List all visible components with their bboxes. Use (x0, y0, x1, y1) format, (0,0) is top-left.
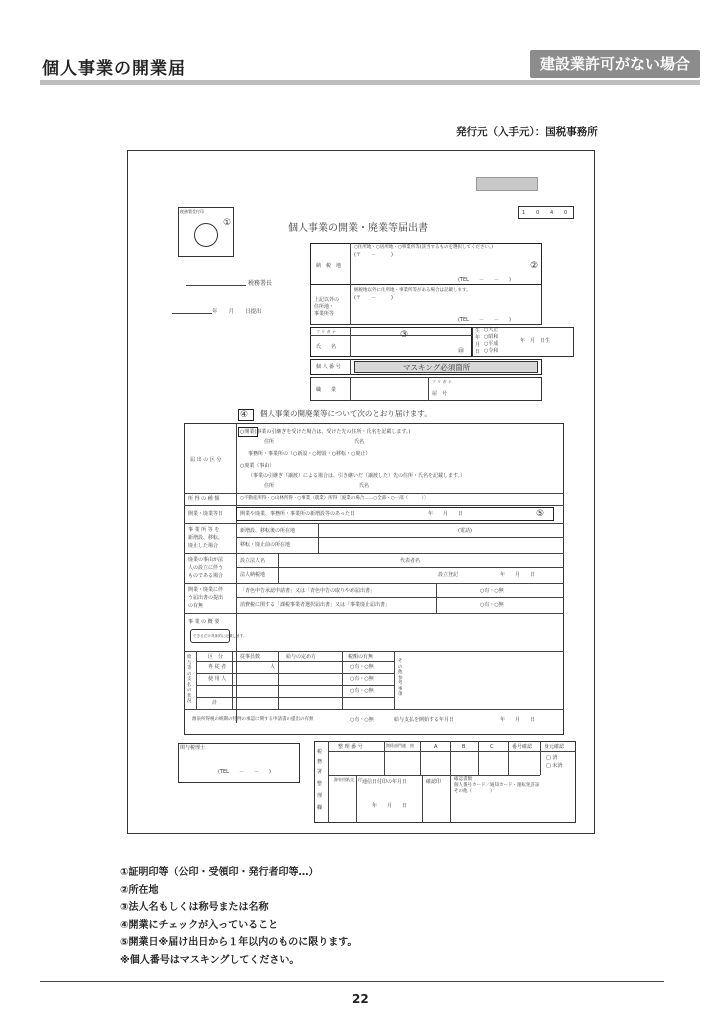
birth-date: 年 月 日生 (520, 338, 551, 344)
salary-header: 区 分 (208, 654, 224, 660)
my-number-divider (350, 359, 351, 375)
note-item: ②所在地 (120, 884, 159, 896)
other-tel: (TEL － － ) (458, 317, 511, 323)
filing-row: 消費税に関する「課税事業者選択届出書」又は「事業廃止届出書」 (240, 602, 391, 608)
row-line (184, 505, 564, 506)
postal-mark: (〒 － ) (354, 252, 393, 258)
col-line (540, 741, 541, 775)
category-line: ○廃業（事由） (240, 463, 275, 469)
salary-start-date: 年 月 日 (500, 717, 536, 723)
business-note-box (190, 629, 247, 643)
date-desc: 開業や廃業、事務所・事業所の新増設等のあった日 (240, 511, 355, 517)
office-use-char: 欄 (317, 805, 323, 811)
other-address-label: 上記以外の (314, 297, 340, 303)
category-line: 住所 氏名 (264, 483, 370, 489)
salary-header: 税額の有無 (348, 654, 374, 660)
birth-label-char: 年 (475, 335, 481, 341)
col-line (508, 741, 509, 775)
check-done: □ 済 (546, 755, 558, 761)
row-line (236, 597, 564, 598)
row-line (184, 613, 564, 614)
category-line: （事業の引継ぎ（譲渡）による場合は、引き継いだ（譲渡した）先の住所・氏名を記載します。） (248, 473, 466, 479)
date-value: 年 月 日 (428, 511, 464, 517)
office-change-label: 新増設、移転、 (188, 535, 224, 541)
filing-yes-no: ○有・○無 (480, 602, 504, 608)
office-use-char: 署 (317, 769, 323, 775)
my-number-label: 個 人 番 号 (316, 364, 341, 370)
address-options: ○住所地・○居所地・○事業所等(該当するものを選択してください。) (354, 245, 494, 250)
salary-start-label: 給与支払を開始する年月日 (394, 717, 455, 723)
office-change-tel: (電話) (458, 528, 472, 534)
furigana-label: フ リ ガ ナ (316, 329, 336, 334)
category-label: 届 出 の 区 分 (190, 457, 222, 463)
office-row: その他（ ） (454, 789, 495, 794)
agent-tel: (TEL － － ) (218, 769, 271, 775)
tax-place-divider (350, 243, 351, 285)
submitted-date: 年 月 日提出 (212, 309, 262, 315)
salary-yes-no: ○有・○無 (350, 676, 374, 682)
row-line (184, 709, 564, 710)
income-label: 所 得 の 種 類 (188, 496, 220, 502)
row-line (184, 523, 564, 524)
row-line (328, 775, 540, 776)
code-digit: 0 (536, 210, 540, 216)
salary-yes-no: ○有・○無 (350, 688, 374, 694)
seal-mark: ㊞ (458, 348, 465, 355)
occupation-label: 職 業 (316, 387, 337, 393)
form-title: 個人事業の開業・廃業等届出書 (288, 223, 428, 234)
col-line (356, 775, 357, 823)
col-line (436, 583, 437, 613)
office-row: 通信日付印の年月日 (362, 779, 408, 785)
row-line (184, 583, 564, 584)
note-item: ⑤開業日※届け出日から１年以内のものに限ります。 (120, 937, 358, 948)
col-line (394, 651, 395, 709)
ref-b: B (462, 744, 466, 750)
header-rule (40, 80, 700, 85)
agent-label: 関与税理士 (180, 745, 206, 751)
note-item: ①証明印等（公印・受領印・発行者印等…） (120, 867, 319, 878)
birth-label-char: 日 (475, 349, 481, 355)
form-gray-bar (476, 177, 538, 191)
salary-yes-no: ○有・○無 (350, 664, 374, 670)
ref-number-label: 整 理 番 号 (338, 744, 363, 750)
salary-row-label: 計 (212, 700, 218, 706)
office-row: 源泉用紙交 付 (334, 777, 362, 782)
row-line (196, 685, 394, 686)
annotation-4: ④ (240, 410, 249, 420)
name-label: 氏 名 (316, 344, 337, 350)
annotation-1: ① (223, 218, 232, 228)
corp-label: 廃業の事由が法 (188, 557, 224, 563)
salary-header: 従事員数 (240, 654, 261, 660)
corp-rep: 代表者名 (400, 558, 421, 564)
col-line (342, 651, 343, 709)
income-options: ○不動産所得・○山林所得・○事業（農業）所得〔廃業の場合……○全部・○一部（ ）〕 (240, 496, 429, 501)
salary-row-label: 専 従 者 (208, 664, 227, 670)
office-change-label: 廃止した場合 (188, 543, 219, 549)
business-start-form (128, 151, 594, 833)
filing-label: う届出書の提出 (188, 595, 224, 601)
tax-place-label: 納 税 地 (316, 263, 342, 269)
salary-side-label: 給与等の支払の状況 (187, 655, 192, 704)
form-code-box (518, 206, 574, 219)
note-item: ※個人番号はマスキングしてください。 (120, 954, 300, 966)
stamp-label: 税務署受付印 (180, 209, 204, 214)
birth-label-char: 生 (475, 328, 481, 334)
birth-label-char: 月 (475, 342, 481, 348)
main-table-col (236, 423, 237, 723)
row-line (236, 567, 564, 568)
occupation-box (310, 377, 542, 401)
date-label: 開業・廃業等日 (188, 511, 224, 517)
salary-other-label: その他参考事項 (398, 659, 403, 697)
other-address-label: 事業所等 (314, 311, 335, 317)
corp-date: 年 月 日 (500, 572, 536, 578)
note-item: ④開業にチェックが入っていること (120, 919, 279, 931)
category-line: 住所 氏名 (264, 439, 365, 445)
row-line (328, 751, 576, 752)
office-suffix: 税務署長 (248, 280, 273, 287)
salary-header: 給与の定め方 (286, 654, 317, 660)
notes-list (120, 864, 357, 969)
business-note: できるだけ具体的に記載します。 (193, 634, 247, 638)
corp-row: 設立法人名 (240, 558, 266, 564)
col-line (232, 651, 233, 709)
footer-rule (40, 981, 664, 982)
furigana-line (310, 335, 472, 336)
filing-label: 開業・廃業に伴 (188, 587, 224, 593)
annotation-2: ② (530, 261, 539, 271)
corp-row: 法人納税地 (240, 572, 266, 578)
tax-tel: (TEL － － ) (458, 277, 511, 283)
number-check-label: 番号確認 (512, 744, 533, 750)
row-line (184, 493, 564, 494)
office-use-char: 税 (317, 749, 323, 755)
office-row: 確認書類 (454, 777, 472, 782)
col-line (318, 523, 319, 553)
ref-dept-label: 関係部門連 絡 (386, 743, 414, 748)
statement-text: 個人事業の開廃業等について次のとおり届けます。 (260, 409, 432, 418)
category-line: ○開業(事業の引継ぎを受けた場合は、受けた先の住所・氏名を記載します。) (240, 429, 411, 435)
row-line (196, 697, 394, 698)
filing-yes-no: ○有・○無 (480, 588, 504, 594)
salary-unit: 人 (270, 664, 276, 670)
office-row: 個人番号カード／通知カード・運転免許証 (454, 783, 540, 788)
col-line (278, 553, 279, 583)
trade-name-divider (428, 377, 429, 401)
page-title: 個人事業の開業届 (42, 59, 186, 79)
date-line (172, 313, 212, 314)
withholding-yes-no: ○有・○無 (350, 717, 374, 723)
masking-area (354, 361, 538, 373)
issuer-text: 発行元（入手元）：国税事務所 (456, 126, 598, 138)
ref-c: C (490, 744, 494, 750)
office-row: 確認印 (426, 779, 442, 785)
era-option: ○令和 (484, 348, 499, 354)
office-change-label: 事 業 所 等 を (188, 527, 220, 533)
office-name-line (186, 285, 246, 286)
occupation-divider (350, 377, 351, 401)
stamp-circle (194, 223, 218, 247)
note-item: ③法人名もしくは称号または名称 (120, 902, 269, 913)
office-use-char: 理 (317, 793, 323, 799)
other-address-divider (350, 285, 351, 325)
row-line (184, 651, 564, 652)
annotation-3: ③ (400, 330, 409, 340)
category-line: 事務所・事業所の（○新設・○増設・○移転・○廃止） (248, 451, 371, 457)
code-digit: 0 (564, 210, 568, 216)
corp-reg: 設立登記 (438, 572, 459, 578)
check-not-done: □ 未済 (546, 763, 563, 769)
other-postal-mark: (〒 － ) (354, 295, 393, 301)
code-digit: 1 (522, 210, 526, 216)
col-line (422, 775, 423, 823)
other-address-label: 住所地・ (314, 304, 335, 310)
col-line (450, 741, 451, 775)
filing-label: の有無 (188, 603, 204, 609)
office-use-char: 整 (317, 781, 323, 787)
corp-label: ものである場合 (188, 573, 224, 579)
salary-row-label: 使 用 人 (208, 676, 227, 682)
name-divider (350, 327, 351, 357)
col-line (420, 741, 421, 775)
col-line (478, 741, 479, 775)
row-line (184, 553, 564, 554)
era-option: ○大正 (484, 327, 499, 333)
trade-name-label: 屋 号 (432, 391, 448, 397)
col-line (196, 651, 197, 709)
code-digit: 4 (550, 210, 554, 216)
row-line (196, 661, 394, 662)
form-sheet (127, 150, 595, 834)
page-number: 22 (352, 992, 369, 1006)
business-label: 事 業 の 概 要 (188, 619, 220, 625)
other-address-note: 納税地以外に住所地・事業所等がある場合は記載します。 (354, 288, 471, 293)
withholding-label: 源泉所得税の納期の特例の承認に関する申請書の提出の有無 (192, 717, 314, 722)
main-table (184, 423, 564, 735)
col-line (450, 775, 451, 823)
era-option: ○平成 (484, 341, 499, 347)
trade-furigana: フ リ ガ ナ (432, 379, 452, 384)
office-change-row: 新増設、移転後の所在地 (240, 528, 296, 534)
office-use-char: 務 (317, 759, 323, 765)
ref-a: A (434, 744, 438, 750)
col-line (328, 741, 329, 823)
corp-label: 人の設立に伴う (188, 565, 224, 571)
col-line (278, 651, 279, 709)
category-badge: 建設業許可がない場合 (530, 50, 700, 78)
annotation-5: ⑤ (536, 509, 545, 519)
filing-row: 「青色申告承認申請書」又は「青色申告の取りやめ届出書」 (240, 588, 376, 594)
masking-label: マスキング必須箇所 (403, 363, 471, 372)
row-line (236, 537, 564, 538)
office-change-row: 移転・廃止前の所在地 (240, 542, 291, 548)
era-option: ○昭和 (484, 334, 499, 340)
col-line (384, 741, 385, 775)
row-line (196, 673, 394, 674)
office-date: 年 月 日 (372, 803, 408, 809)
identity-check-label: 身元確認 (544, 744, 565, 750)
